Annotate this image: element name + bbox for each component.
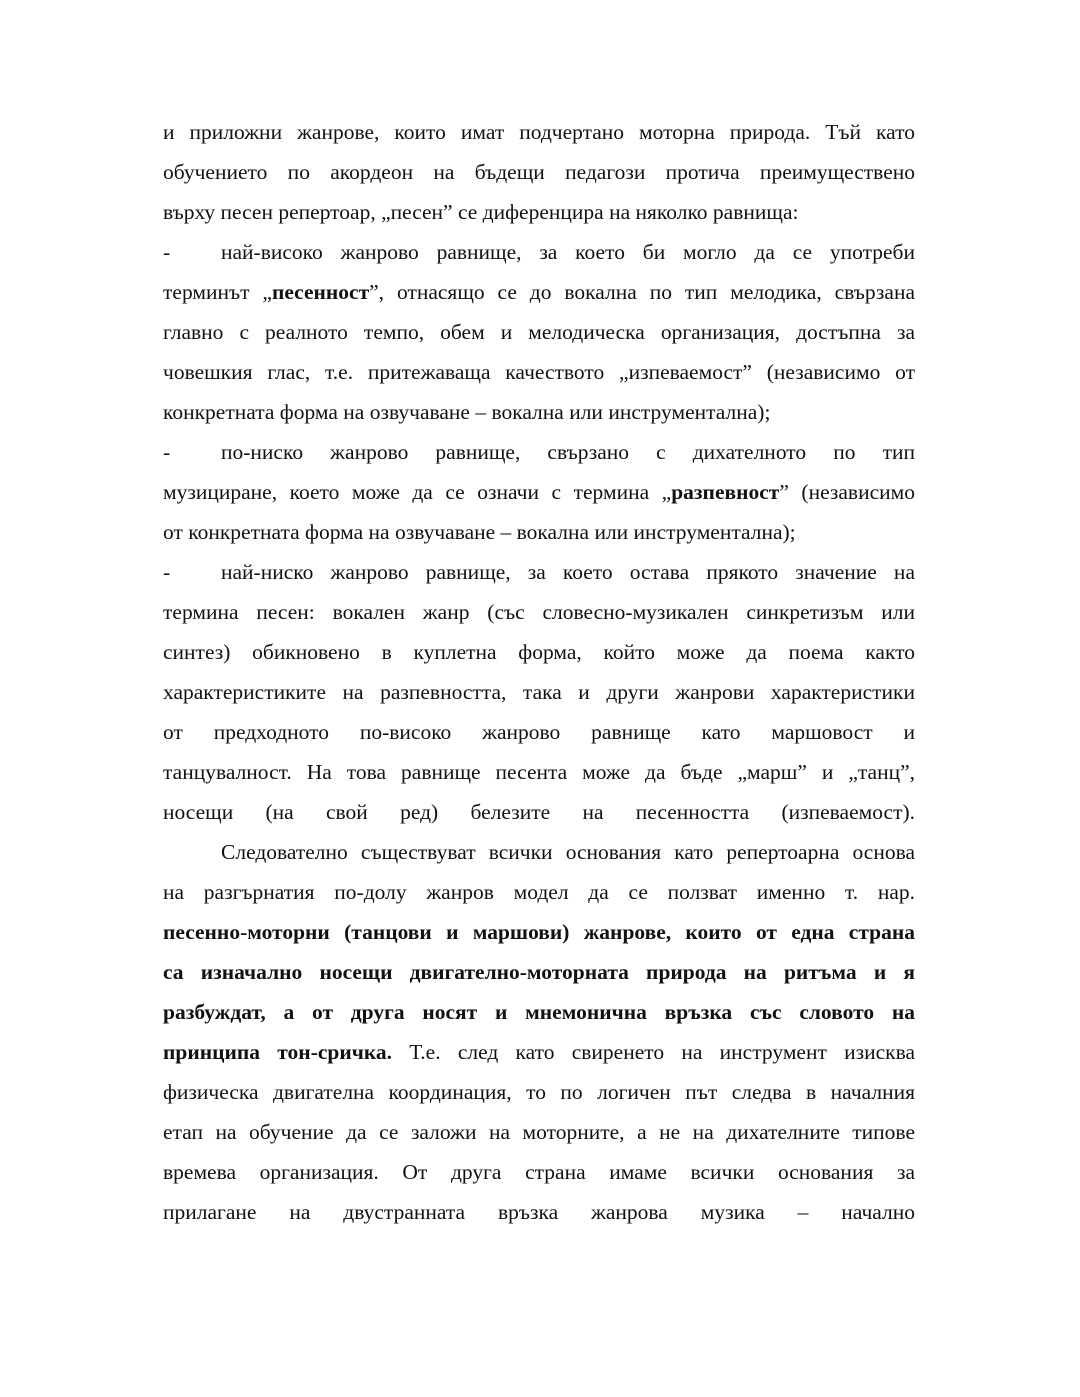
text-line: върху песен репертоар, „песен” се диференцира на няколко равнища: xyxy=(163,200,799,224)
bold-text: принципа тон-сричка. xyxy=(163,1040,393,1064)
text-line xyxy=(163,1032,915,1072)
text-line: от предходното по-високо жанрово равнище като маршовост и xyxy=(163,720,915,744)
text-line: носещи (на свой ред) белезите на песенността (изпеваемост). xyxy=(163,800,915,824)
text-line: термина песен: вокален жанр (със словесно-музикален синкретизъм или xyxy=(163,600,915,624)
term-razpevnost: разпевност xyxy=(671,480,780,504)
list-item-1 xyxy=(163,232,915,272)
text-span: музициране, което може да се означи с термина „ xyxy=(163,480,672,504)
bullet-dash: - xyxy=(163,560,171,584)
text-line: и приложни жанрове, които имат подчертано моторна природа. Тъй като xyxy=(163,120,915,144)
list-item-3 xyxy=(163,552,915,592)
list-item-2 xyxy=(163,432,915,472)
text-line: най-високо жанрово равнище, за което би могло да се употреби xyxy=(221,240,915,264)
text-span: ”, отнасящо се до вокална по тип мелодика, свързана xyxy=(369,280,916,304)
bold-text: разбуждат, а от друга носят и мнемонична връзка със словото на xyxy=(163,1000,915,1024)
text-line: от конкретната форма на озвучаване – вокална или инструментална); xyxy=(163,520,796,544)
text-line xyxy=(163,912,915,952)
text-line: обучението по акордеон на бъдещи педагози протича преимуществено xyxy=(163,160,915,184)
text-line: човешкия глас, т.е. притежаваща качеството „изпеваемост” (независимо от xyxy=(163,360,915,384)
bullet-dash: - xyxy=(163,440,171,464)
text-line: синтез) обикновено в куплетна форма, който може да поема както xyxy=(163,640,915,664)
text-line: времева организация. От друга страна имаме всички основания за xyxy=(163,1160,915,1184)
text-line: Следователно съществуват всички основания като репертоарна основа xyxy=(221,840,915,864)
term-pesennost: песенност xyxy=(271,280,370,304)
text-line: най-ниско жанрово равнище, за което остава прякото значение на xyxy=(221,560,915,584)
text-line: физическа двигателна координация, то по логичен път следва в началния xyxy=(163,1080,915,1104)
text-span: Т.е. след като свиренето на инструмент изисква xyxy=(392,1040,916,1064)
bullet-dash: - xyxy=(163,240,171,264)
bold-text: песенно-моторни (танцови и маршови) жанрове, които от една страна xyxy=(163,920,915,944)
text-span: ” (независимо xyxy=(779,480,915,504)
text-line xyxy=(163,952,915,992)
text-line: главно с реалното темпо, обем и мелодическа организация, достъпна за xyxy=(163,320,915,344)
text-span: терминът „ xyxy=(163,280,272,304)
text-line: характеристиките на разпевността, така и други жанрови характеристики xyxy=(163,680,915,704)
text-line: по-ниско жанрово равнище, свързано с дихателното по тип xyxy=(221,440,915,464)
text-line xyxy=(163,272,915,312)
text-line: конкретната форма на озвучаване – вокална или инструментална); xyxy=(163,400,771,424)
text-line: етап на обучение да се заложи на моторните, а не на дихателните типове xyxy=(163,1120,915,1144)
bold-text: са изначално носещи двигателно-моторната природа на ритъма и я xyxy=(163,960,915,984)
text-line xyxy=(163,992,915,1032)
text-line: на разгърнатия по-долу жанров модел да се ползват именно т. нар. xyxy=(163,880,915,904)
text-line: танцувалност. На това равнище песента може да бъде „марш” и „танц”, xyxy=(163,760,915,784)
document-page xyxy=(163,112,915,1232)
text-line: прилагане на двустранната връзка жанрова музика – начално xyxy=(163,1200,915,1224)
text-line xyxy=(163,472,915,512)
